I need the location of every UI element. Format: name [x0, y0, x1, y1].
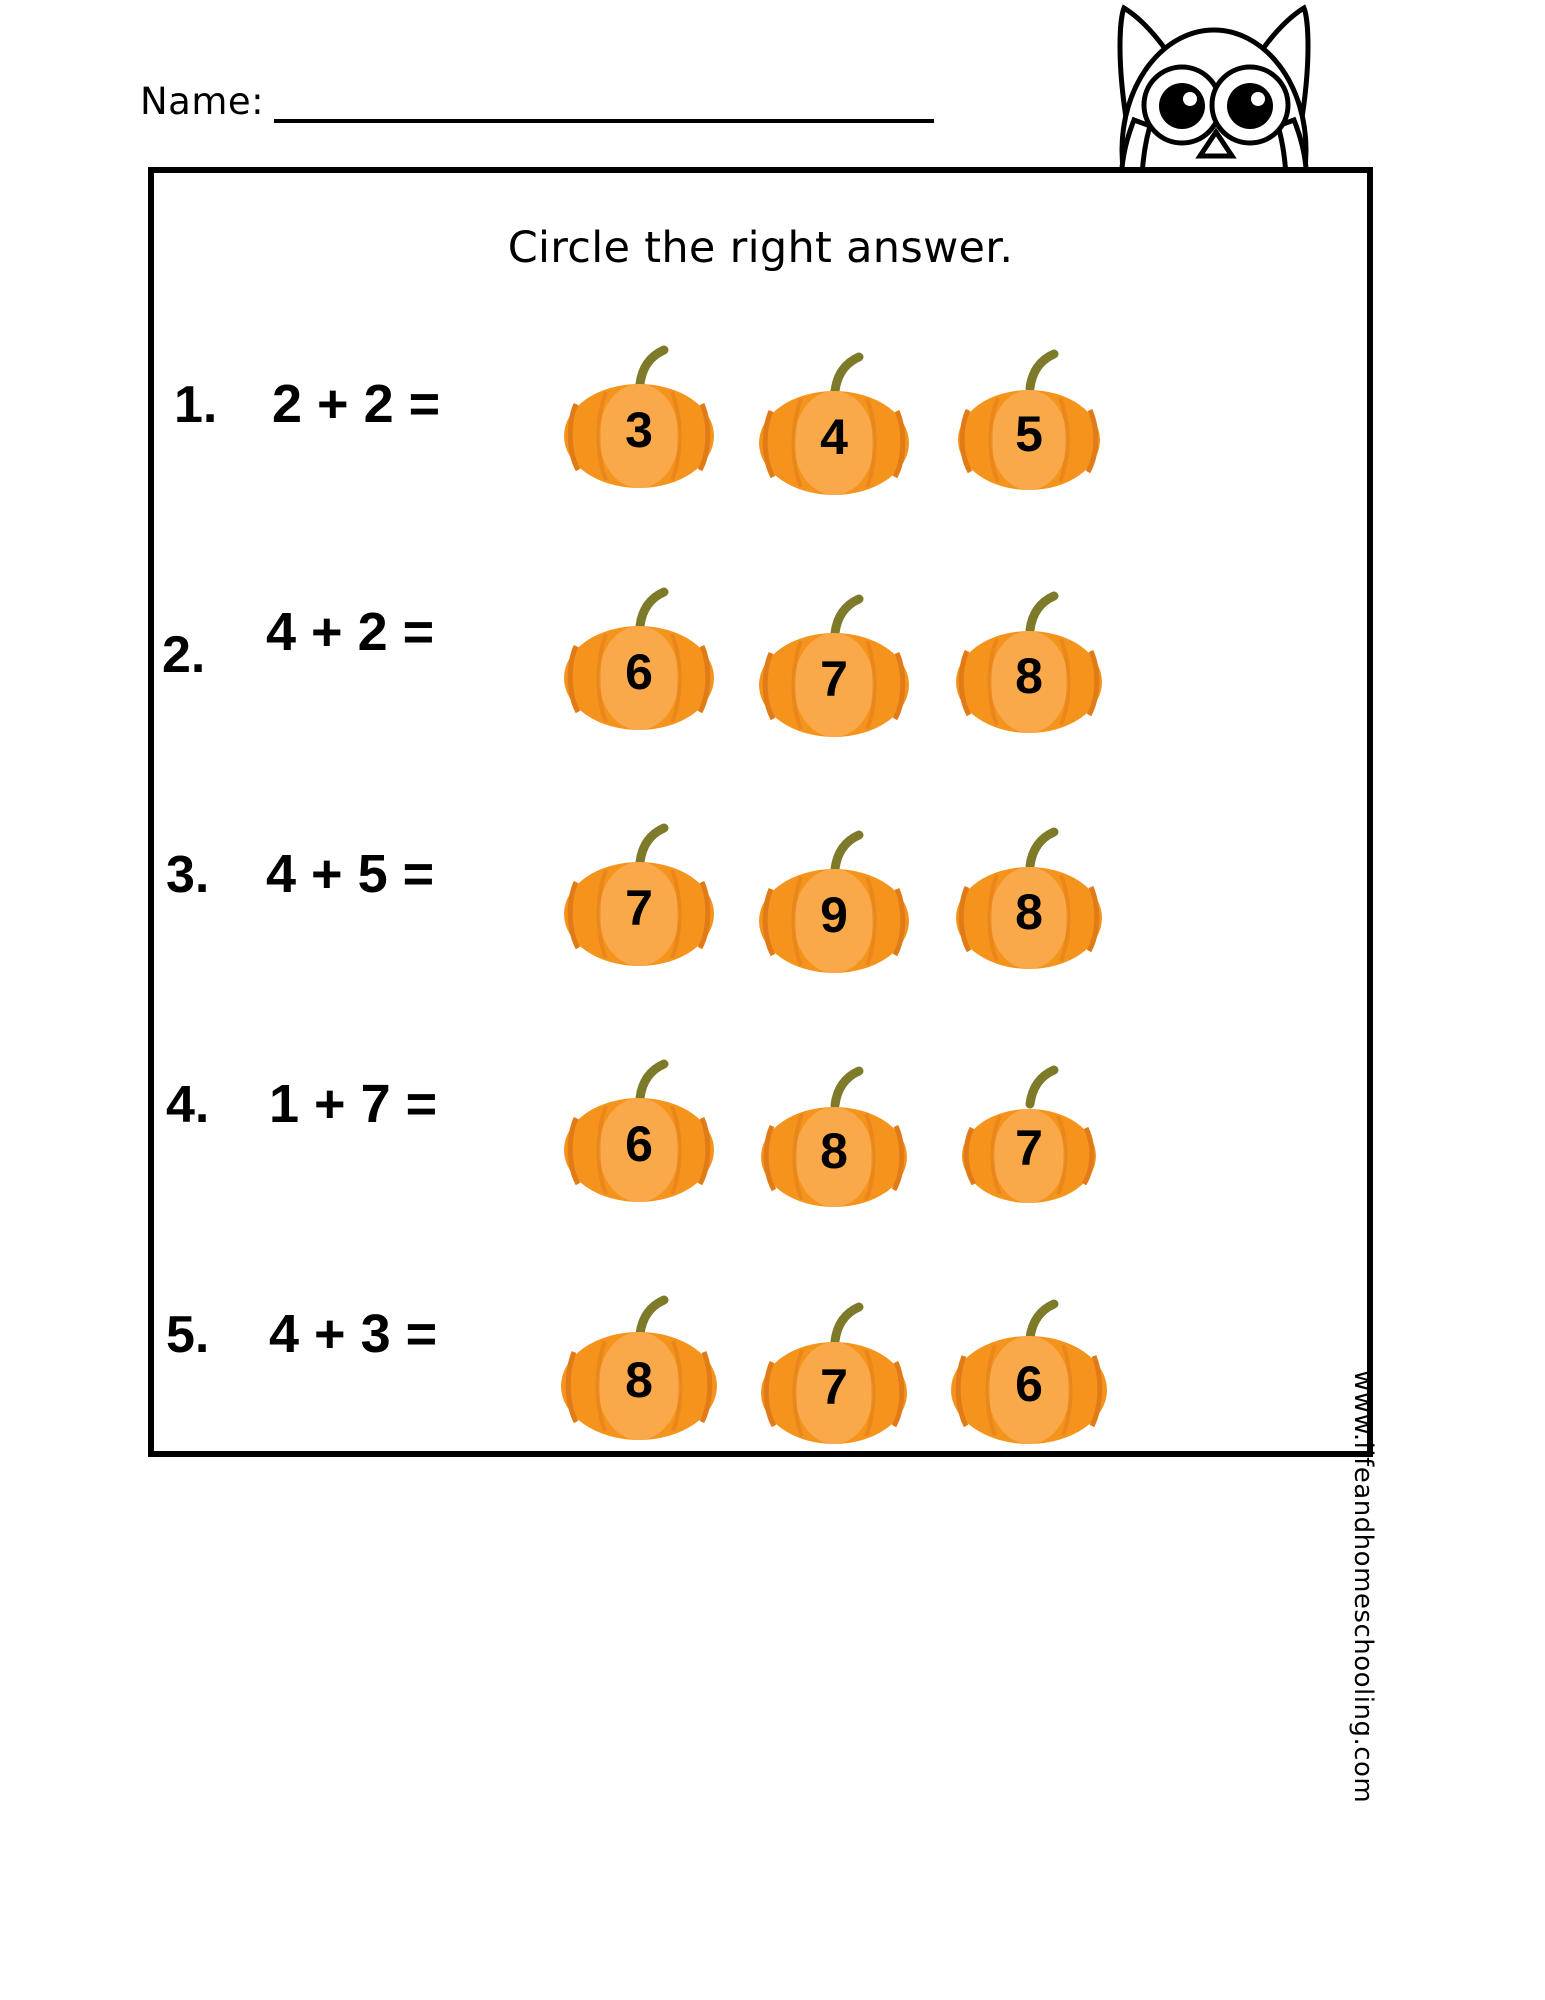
answer-choice-value: 7 — [625, 880, 653, 936]
answer-choice-value: 8 — [1015, 648, 1043, 704]
problem-number: 2. — [162, 626, 206, 684]
answer-choice-value: 6 — [625, 644, 653, 700]
problem-equation: 2 + 2 = — [272, 374, 441, 434]
problem-list — [154, 323, 1367, 1473]
answer-choice-value: 6 — [1015, 1356, 1043, 1412]
answer-choice-pumpkin[interactable] — [749, 1293, 919, 1463]
answer-choice-value: 6 — [625, 1116, 653, 1172]
answer-choice-pumpkin[interactable] — [944, 1054, 1114, 1224]
answer-choice-pumpkin[interactable] — [554, 1286, 724, 1456]
answer-choice-value: 8 — [820, 1123, 848, 1179]
problem-equation: 4 + 5 = — [266, 844, 435, 904]
answer-choice-value: 7 — [1015, 1120, 1043, 1176]
answer-choice-pumpkin[interactable] — [749, 343, 919, 513]
problem-number: 3. — [166, 846, 210, 904]
answer-choice-value: 7 — [820, 1359, 848, 1415]
answer-choice-value: 4 — [820, 409, 848, 465]
answer-choice-pumpkin[interactable] — [944, 340, 1114, 510]
answer-choice-pumpkin[interactable] — [554, 814, 724, 984]
answer-choice-value: 5 — [1015, 406, 1043, 462]
worksheet-border-box — [148, 167, 1373, 1457]
problem-row — [154, 1243, 1367, 1473]
answer-choice-value: 7 — [820, 651, 848, 707]
answer-choices — [554, 1259, 1354, 1489]
problem-equation: 1 + 7 = — [269, 1074, 438, 1134]
problem-row — [154, 1013, 1367, 1243]
problem-number: 1. — [174, 376, 218, 434]
problem-number: 4. — [166, 1076, 210, 1134]
answer-choice-value: 3 — [625, 402, 653, 458]
answer-choice-value: 8 — [1015, 884, 1043, 940]
answer-choices — [554, 1023, 1354, 1253]
answer-choices — [554, 787, 1354, 1017]
answer-choice-pumpkin[interactable] — [749, 821, 919, 991]
answer-choice-pumpkin[interactable] — [554, 1050, 724, 1220]
answer-choice-pumpkin[interactable] — [749, 585, 919, 755]
answer-choice-pumpkin[interactable] — [944, 582, 1114, 752]
answer-choice-pumpkin[interactable] — [749, 1057, 919, 1227]
answer-choices — [554, 309, 1354, 539]
problem-row — [154, 323, 1367, 553]
problem-row — [154, 783, 1367, 1013]
answer-choice-pumpkin[interactable] — [554, 578, 724, 748]
answer-choice-pumpkin[interactable] — [944, 1290, 1114, 1460]
problem-row — [154, 553, 1367, 783]
answer-choices — [554, 551, 1354, 781]
answer-choice-value: 9 — [820, 887, 848, 943]
site-url-text: www.lifeandhomeschooling.com — [1348, 1370, 1378, 1804]
name-input[interactable] — [274, 81, 934, 123]
name-field-row — [140, 80, 934, 123]
answer-choice-pumpkin[interactable] — [554, 336, 724, 506]
name-label: Name: — [140, 80, 265, 123]
problem-number: 5. — [166, 1306, 210, 1364]
answer-choice-value: 8 — [625, 1352, 653, 1408]
problem-equation: 4 + 2 = — [266, 602, 435, 662]
problem-equation: 4 + 3 = — [269, 1304, 438, 1364]
instruction-text: Circle the right answer. — [507, 223, 1014, 273]
answer-choice-pumpkin[interactable] — [944, 818, 1114, 988]
